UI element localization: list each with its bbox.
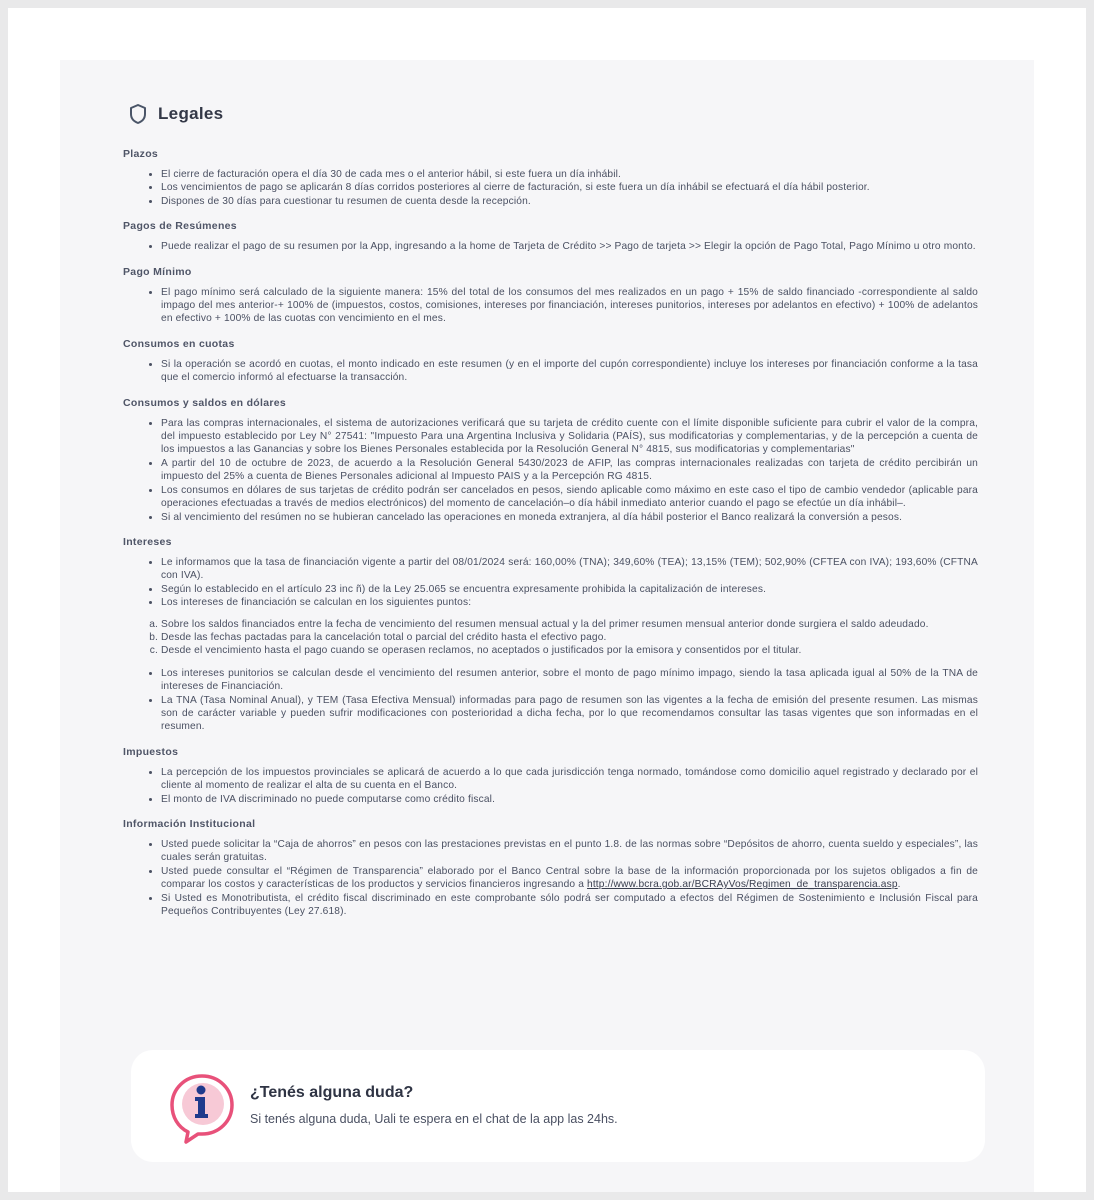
help-box bbox=[131, 1050, 985, 1162]
list-item: • Los intereses de financiación se calculan en los siguientes puntos: bbox=[161, 596, 978, 609]
impuestos-list bbox=[123, 766, 978, 806]
list-item: b. Desde las fechas pactadas para la cancelación total o parcial del crédito hasta el efectivo pago. bbox=[161, 631, 978, 644]
list-item: • Le informamos que la tasa de financiación vigente a partir del 08/01/2024 será: 160,00% (TNA); 349,60% (TEA); 13,15% (TEM); 502,90% (CFTEA con IVA); 193,60% (CFTNA con IVA). bbox=[161, 556, 978, 583]
cuotas-list bbox=[123, 358, 978, 385]
info-chat-icon bbox=[168, 1072, 236, 1144]
intereses-list bbox=[123, 556, 978, 610]
list-item: a. Sobre los saldos financiados entre la fecha de vencimiento del resumen mensual actual y la del primer resumen mensual anterior donde surgiera el saldo adeudado. bbox=[161, 618, 978, 631]
list-item: • El monto de IVA discriminado no puede computarse como crédito fiscal. bbox=[161, 793, 978, 806]
intereses-points-list bbox=[123, 618, 978, 658]
section-title-pago-minimo: Pago Mínimo bbox=[123, 265, 192, 278]
transparencia-text: Usted puede consultar el “Régimen de Transparencia” elaborado por el Banco Central sobre la base de la información proporcionada por los sujetos obligados a fin de comparar los costos y características de los productos y servicios financieros ingresando a bbox=[161, 865, 978, 891]
list-item: • La percepción de los impuestos provinciales se aplicará de acuerdo a lo que cada jurisdicción tenga normado, tomándose como domicilio aquel registrado y declarado por el cliente al momento de realizar el alta de su cuenta en el Banco. bbox=[161, 766, 978, 793]
section-title-institucional: Información Institucional bbox=[123, 818, 256, 830]
pagos-list bbox=[123, 240, 978, 253]
help-title: ¿Tenés alguna duda? bbox=[250, 1084, 414, 1101]
legal-content bbox=[123, 96, 978, 918]
pago-minimo-list bbox=[123, 286, 978, 326]
section-title-dolares: Consumos y saldos en dólares bbox=[123, 396, 287, 409]
list-item: • El pago mínimo será calculado de la siguiente manera: 15% del total de los consumos del mes realizados en un pago + 15% de saldo financiado -correspondiente al saldo impago del mes anterior-+ 100% de (impuestos, costos, comisiones, intereses por financiación, intereses punitorios, intereses por adelantos en efectivo) + 100% de adelantos en efectivo + 100% de las cuotas con vencimiento en el mes. bbox=[161, 286, 978, 326]
legales-header bbox=[128, 96, 978, 132]
list-item: • Si al vencimiento del resúmen no se hubieran cancelado las operaciones en moneda extranjera, al día hábil posterior el Banco realizará la conversión a pesos. bbox=[161, 511, 978, 524]
list-item: • Para las compras internacionales, el sistema de autorizaciones verificará que su tarjeta de crédito cuente con el límite disponible suficiente para cubrir el valor de la compra, del impuesto establecido por Ley N° 27541: "Impuesto Para una Argentina Inclusiva y Solidaria (PAÍS), sus modificatorias y complementarias, y de la percepción a cuenta de los impuestos a las Ganancias y sobre los Bienes Personales establecida por la Resolución General N° 4815, sus modificatorias y complementarias" bbox=[161, 417, 978, 457]
list-item: • La TNA (Tasa Nominal Anual), y TEM (Tasa Efectiva Mensual) informadas para pago de resumen son las vigentes a la fecha de emisión del presente resumen. Las mismas son de carácter variable y pueden sufrir modificaciones con posterioridad a dicha fecha, por lo que recomendamos consultar las tasas vigentes que son informadas en el resumen. bbox=[161, 694, 978, 734]
section-title-impuestos: Impuestos bbox=[123, 745, 179, 758]
legal-page bbox=[60, 60, 1034, 1192]
section-title-intereses: Intereses bbox=[123, 535, 172, 548]
list-item: • Los intereses punitorios se calculan desde el vencimiento del resumen anterior, sobre el monto de pago mínimo impago, siendo la tasa aplicada igual al 50% de la TNA de intereses de Financiación. bbox=[161, 667, 978, 694]
dolares-list bbox=[123, 417, 978, 524]
shield-icon bbox=[128, 103, 148, 125]
bcra-transparencia-link[interactable]: http://www.bcra.gob.ar/BCRAyVos/Regimen_de_transparencia.asp bbox=[587, 879, 898, 891]
document-sheet bbox=[8, 8, 1086, 1192]
list-item: • El cierre de facturación opera el día 30 de cada mes o el anterior hábil, si este fuera un día inhábil. bbox=[161, 168, 978, 181]
list-item: • Puede realizar el pago de su resumen por la App, ingresando a la home de Tarjeta de Crédito >> Pago de tarjeta >> Elegir la opción de Pago Total, Pago Mínimo u otro monto. bbox=[161, 240, 978, 253]
link-period: . bbox=[897, 879, 901, 891]
section-title-cuotas: Consumos en cuotas bbox=[123, 337, 235, 350]
list-item bbox=[161, 865, 978, 892]
page-title: Legales bbox=[158, 104, 224, 123]
list-item: • Si Usted es Monotributista, el crédito fiscal discriminado en este comprobante sólo podrá ser computado a efectos del Régimen de Sostenimiento e Inclusión Fiscal para Pequeños Contribuyentes (Ley 27.618). bbox=[161, 892, 978, 919]
intereses-more-list bbox=[123, 667, 978, 734]
section-title-pagos: Pagos de Resúmenes bbox=[123, 220, 237, 233]
list-item: • Si la operación se acordó en cuotas, el monto indicado en este resumen (y en el importe del cupón correspondiente) incluye los intereses por financiación conforme a la tasa que el comercio informó al efectuarse la transacción. bbox=[161, 358, 978, 385]
list-item: • Según lo establecido en el artículo 23 inc ñ) de la Ley 25.065 se encuentra expresamente prohibida la capitalización de intereses. bbox=[161, 583, 978, 596]
list-item: • A partir del 10 de octubre de 2023, de acuerdo a la Resolución General 5430/2023 de AFIP, las compras internacionales realizadas con tarjeta de crédito percibirán un impuesto del 25% a cuenta de Bienes Personales adicional al Impuesto PAIS y a la Percepción RG 4815. bbox=[161, 457, 978, 484]
list-item: c. Desde el vencimiento hasta el pago cuando se operasen reclamos, no aceptados o justificados por la emisora y consentidos por el titular. bbox=[161, 644, 978, 657]
list-item: • Dispones de 30 días para cuestionar tu resumen de cuenta desde la recepción. bbox=[161, 195, 978, 208]
list-item: • Los vencimientos de pago se aplicarán 8 días corridos posteriores al cierre de facturación, si este fuera un día inhábil se efectuará el día hábil posterior. bbox=[161, 181, 978, 194]
plazos-list bbox=[123, 168, 978, 208]
help-text: Si tenés alguna duda, Uali te espera en el chat de la app las 24hs. bbox=[250, 1112, 618, 1126]
institucional-list bbox=[123, 838, 978, 918]
section-title-plazos: Plazos bbox=[123, 148, 159, 160]
list-item: • Los consumos en dólares de sus tarjetas de crédito podrán ser cancelados en pesos, siendo aplicable como máximo en este caso el tipo de cambio vendedor (aplicable para operaciones efectuadas a través de medios electrónicos) del momento de cancelación–o día hábil inmediato anterior cuando el pago se efectúe un día inhábil–. bbox=[161, 484, 978, 511]
list-item: • Usted puede solicitar la “Caja de ahorros” en pesos con las prestaciones previstas en el punto 1.8. de las normas sobre “Depósitos de ahorro, cuenta sueldo y especiales”, las cuales serán gratuitas. bbox=[161, 838, 978, 865]
